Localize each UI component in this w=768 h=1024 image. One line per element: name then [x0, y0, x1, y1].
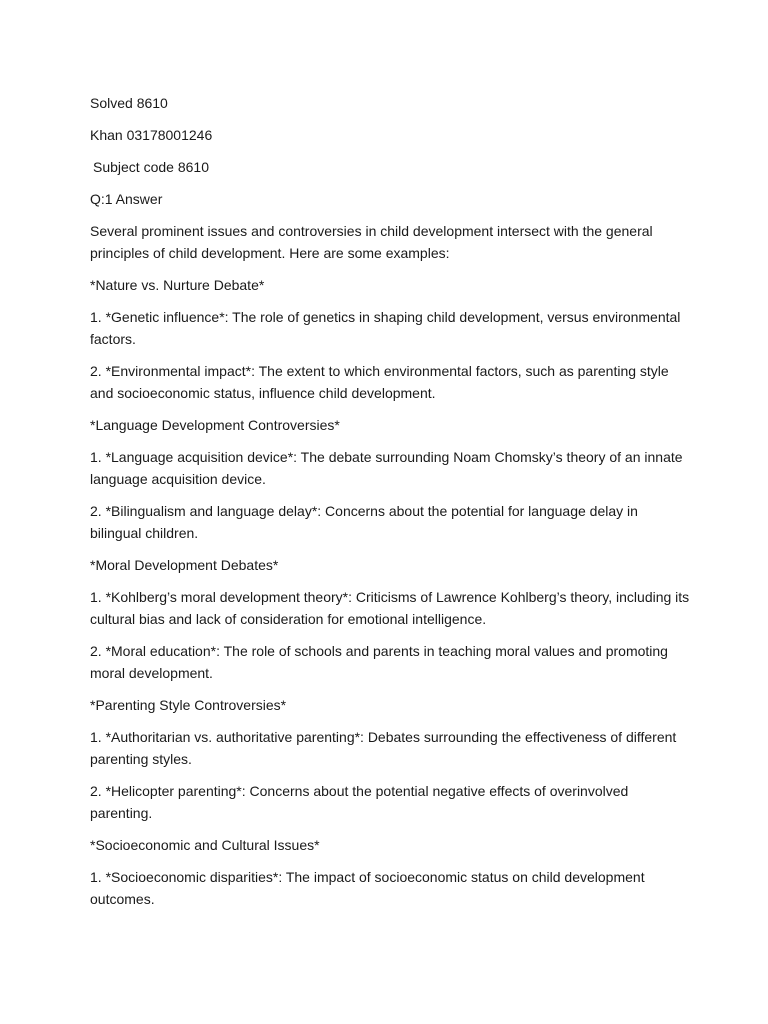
section-item: 1. *Socioeconomic disparities*: The impact of socioeconomic status on child development outcomes.	[90, 869, 645, 907]
section-heading: *Nature vs. Nurture Debate*	[90, 277, 265, 293]
section-item: 1. *Authoritarian vs. authoritative parenting*: Debates surrounding the effectiveness of different parenting styles.	[90, 729, 677, 767]
section-item: 1. *Language acquisition device*: The debate surrounding Noam Chomsky’s theory of an innate language acquisition device.	[90, 449, 683, 487]
section-heading: *Parenting Style Controversies*	[90, 697, 287, 713]
document-body	[90, 92, 690, 920]
author-contact-line: Khan 03178001246	[90, 127, 213, 143]
section-item: 2. *Helicopter parenting*: Concerns about the potential negative effects of overinvolved parenting.	[90, 783, 629, 821]
section-item: 2. *Bilingualism and language delay*: Concerns about the potential for language delay in bilingual children.	[90, 503, 638, 541]
question-answer-line: Q:1 Answer	[90, 191, 163, 207]
section-heading: *Moral Development Debates*	[90, 557, 279, 573]
subject-code-line: Subject code 8610	[93, 159, 209, 175]
section-item: 1. *Genetic influence*: The role of genetics in shaping child development, versus environmental factors.	[90, 309, 681, 347]
section-heading: *Language Development Controversies*	[90, 417, 340, 433]
section-item: 2. *Environmental impact*: The extent to which environmental factors, such as parenting style and socioeconomic status, influence child development.	[90, 363, 669, 401]
section-item: 2. *Moral education*: The role of schools and parents in teaching moral values and promoting moral development.	[90, 643, 668, 681]
intro-paragraph: Several prominent issues and controversies in child development intersect with the general principles of child development. Here are some examples:	[90, 223, 653, 261]
section-item: 1. *Kohlberg’s moral development theory*: Criticisms of Lawrence Kohlberg’s theory, including its cultural bias and lack of consideration for emotional intelligence.	[90, 589, 690, 627]
section-heading: *Socioeconomic and Cultural Issues*	[90, 837, 320, 853]
doc-title-line: Solved 8610	[90, 95, 168, 111]
